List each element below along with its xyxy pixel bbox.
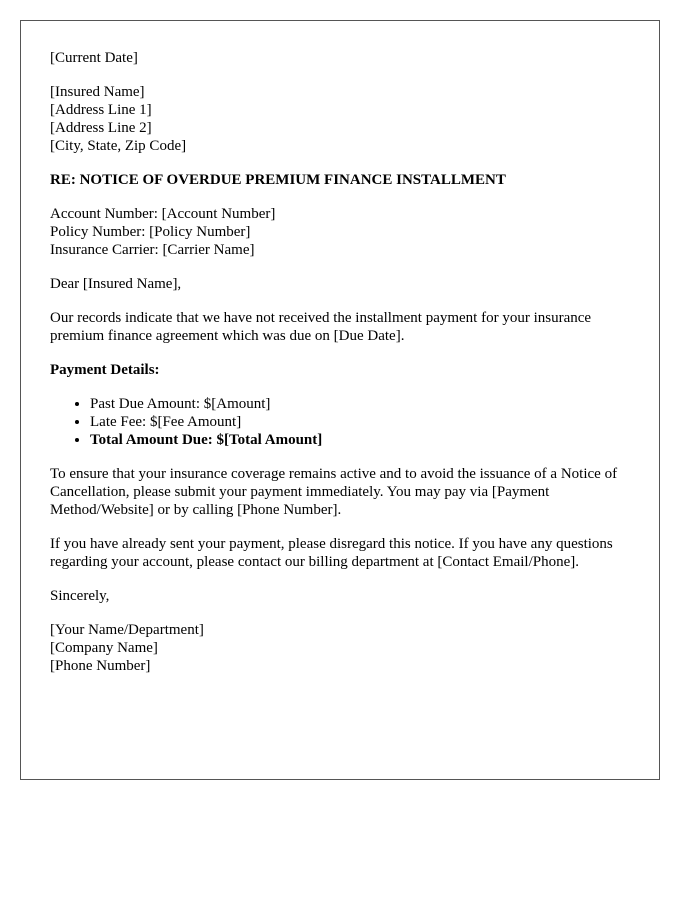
intro-paragraph: Our records indicate that we have not received the installment payment for your insurance premium finance agreement which was due on [Due Date]. (50, 310, 592, 344)
letter-body (50, 49, 635, 691)
insurance-carrier: Insurance Carrier: [Carrier Name] (50, 242, 255, 258)
recipient-address (50, 83, 635, 155)
address-line-1: [Address Line 1] (50, 102, 152, 118)
policy-number: Policy Number: [Policy Number] (50, 224, 251, 240)
city-state-zip: [City, State, Zip Code] (50, 138, 187, 154)
past-due-amount: • Past Due Amount: $[Amount] (90, 395, 635, 413)
signature-name-department: [Your Name/Department] (50, 622, 204, 638)
reference-info (50, 205, 635, 259)
salutation: Dear [Insured Name], (50, 276, 182, 292)
signature-company: [Company Name] (50, 640, 158, 656)
payment-details-heading: Payment Details: (50, 362, 160, 378)
late-fee: • Late Fee: $[Fee Amount] (90, 413, 635, 431)
address-line-2: [Address Line 2] (50, 120, 152, 136)
total-amount-due: • Total Amount Due: $[Total Amount] (90, 431, 635, 449)
action-paragraph: To ensure that your insurance coverage remains active and to avoid the issuance of a Notice of Cancellation, please submit your payment immediately. You may pay via [Payment Method/Website] or by calling [Phone Number]. (50, 466, 618, 518)
letter-page (20, 20, 660, 780)
signature-block (50, 621, 635, 675)
signature-phone: [Phone Number] (50, 658, 151, 674)
recipient-name: [Insured Name] (50, 84, 145, 100)
contact-paragraph: If you have already sent your payment, please disregard this notice. If you have any questions regarding your account, please contact our billing department at [Contact Email/Phone]. (50, 536, 613, 570)
closing: Sincerely, (50, 588, 110, 604)
account-number: Account Number: [Account Number] (50, 206, 276, 222)
letter-date: [Current Date] (50, 50, 138, 66)
payment-details-list (50, 395, 635, 449)
subject-line: RE: NOTICE OF OVERDUE PREMIUM FINANCE INSTALLMENT (50, 172, 506, 188)
